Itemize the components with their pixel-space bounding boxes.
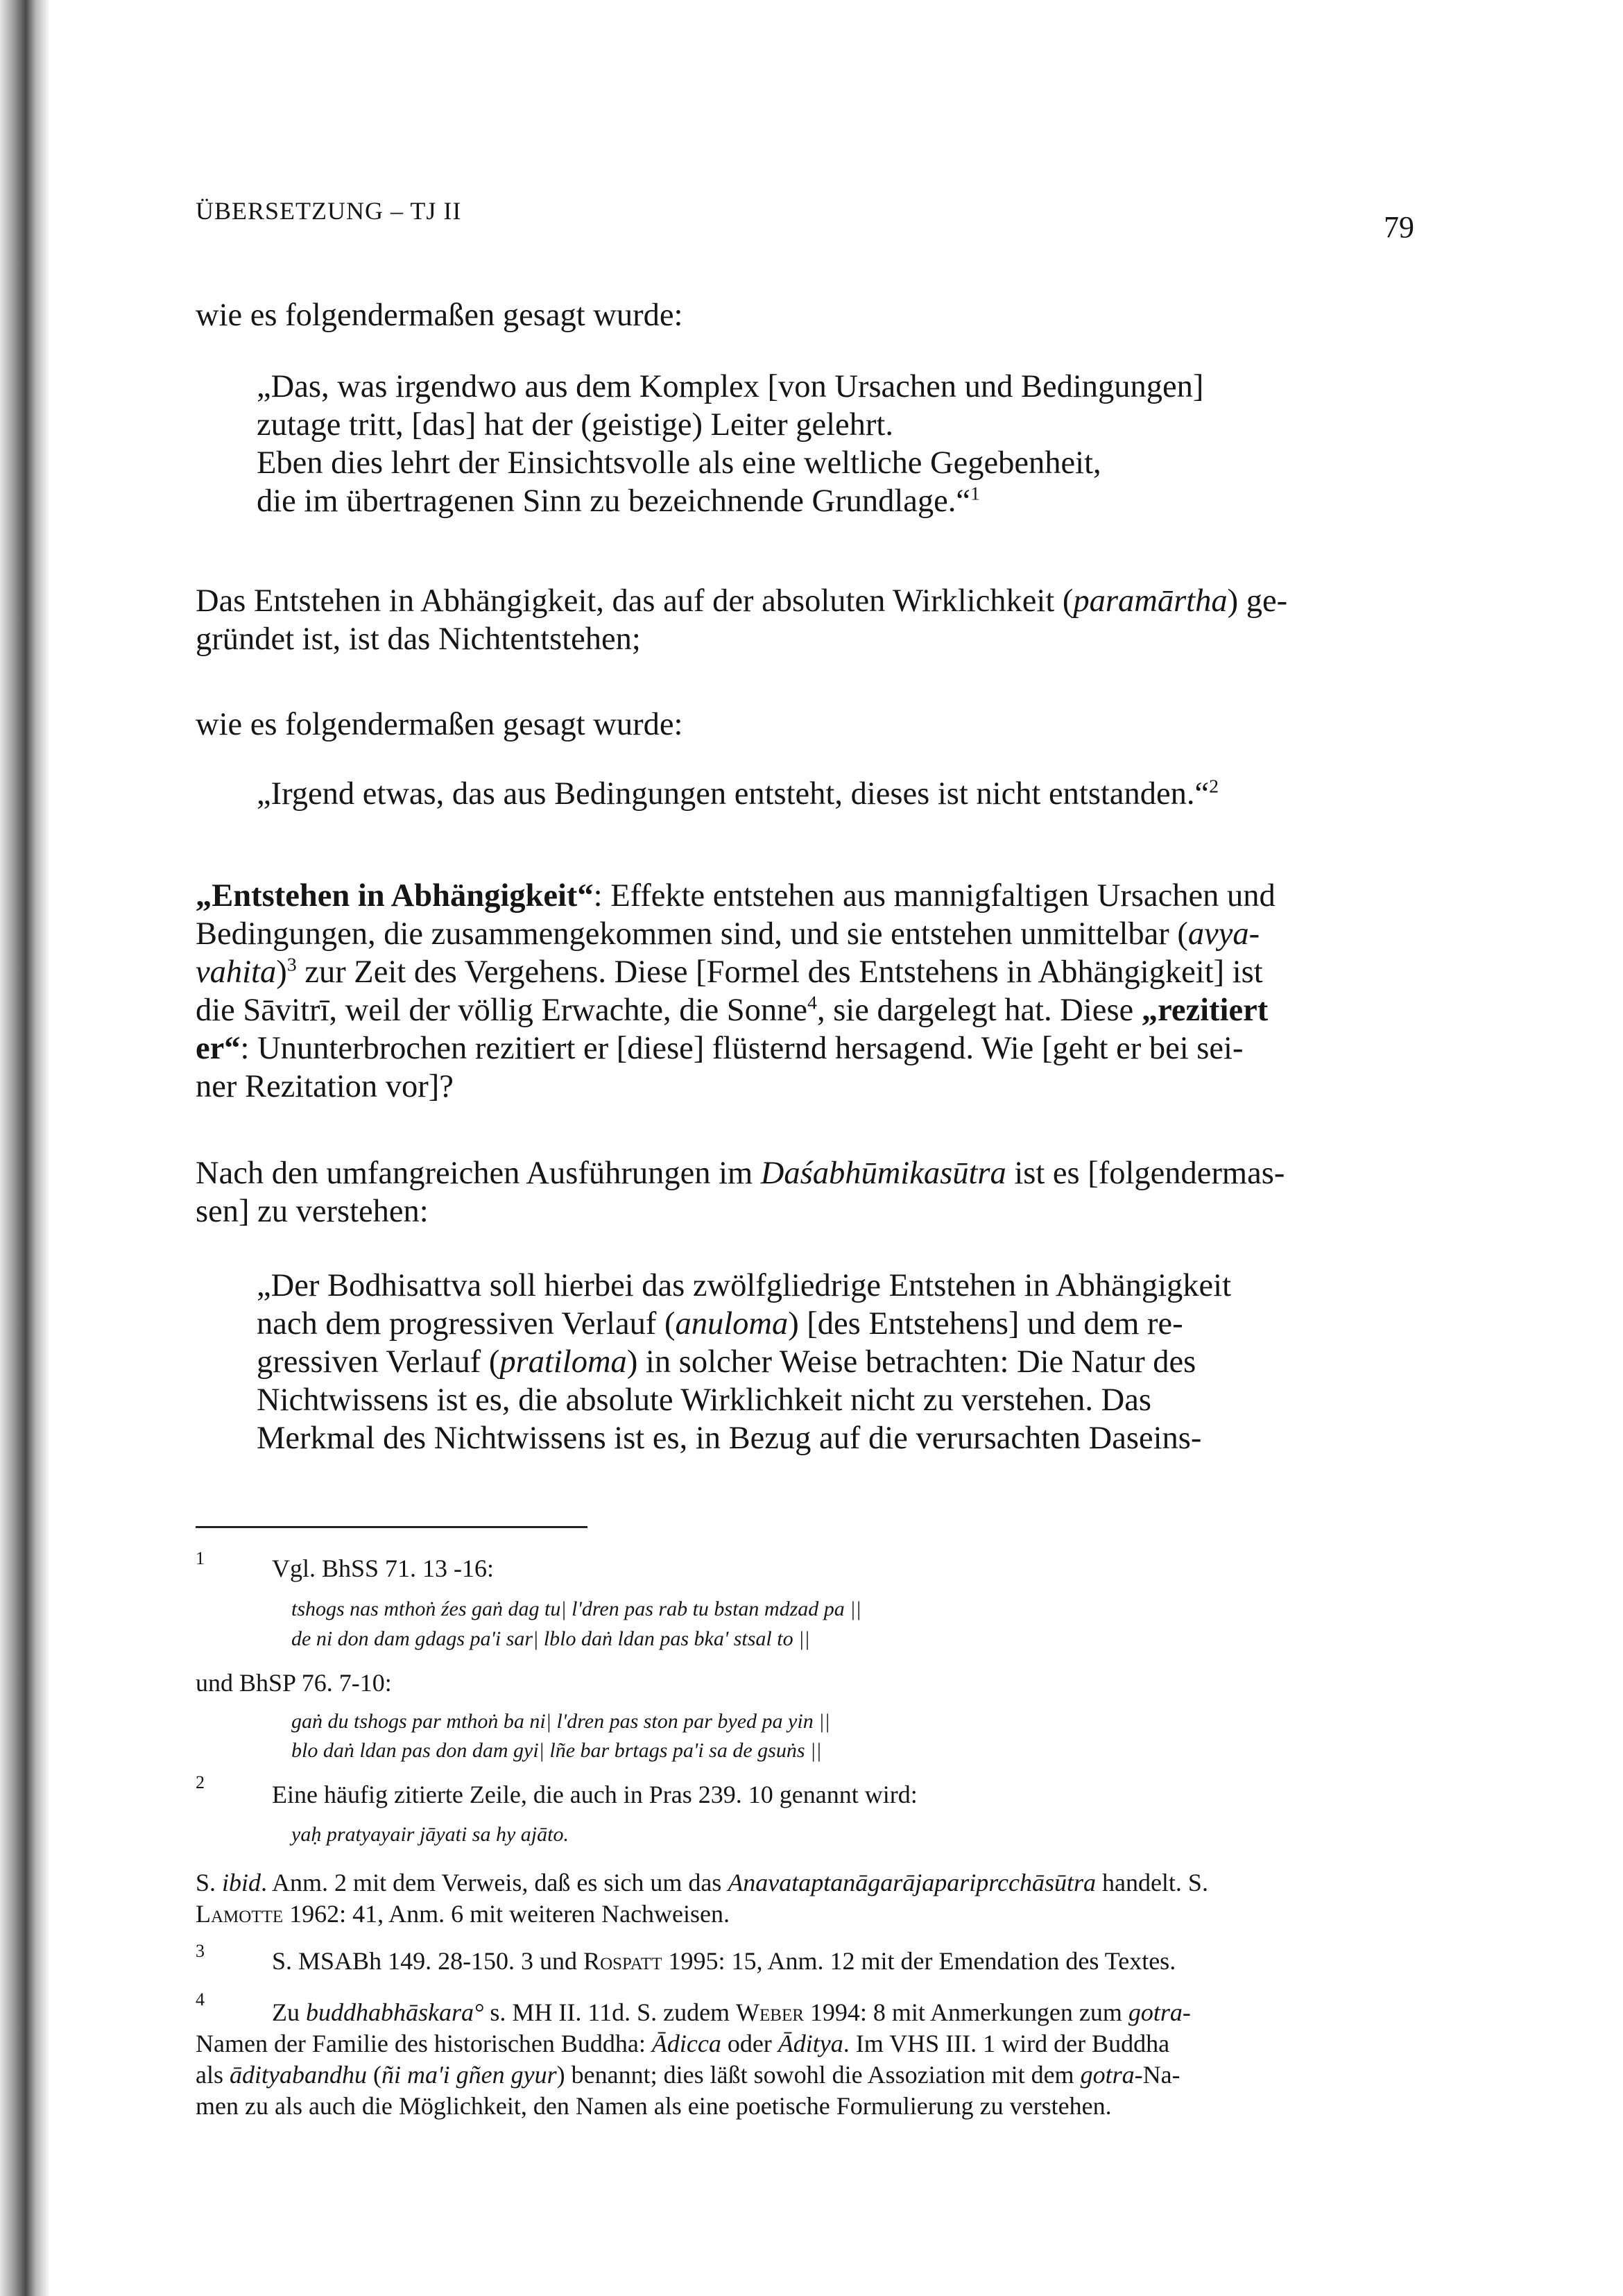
intro-line-1: wie es folgendermaßen gesagt wurde: <box>196 298 683 333</box>
paragraph3-line: sen] zu verstehen: <box>196 1194 429 1229</box>
footnote-ref: 4 <box>807 992 817 1014</box>
footnote-ref: 1 <box>970 483 980 505</box>
paragraph2-line: die Sāvitrī, weil der völlig Erwachte, die Sonne$^4$, sie dargelegt hat. Diese „rezitiert <box>196 992 1269 1028</box>
footnote-tibetan: de ni don dam gdags pa'i sar| lblo daṅ ldan pas bka' stsal to || <box>291 1627 810 1650</box>
footnote-ref: 2 <box>1209 776 1219 798</box>
paragraph2-line: Bedingungen, die zusammengekommen sind, und sie entstehen unmittelbar (avya- <box>196 916 1260 952</box>
footnote-number: 1 <box>196 1548 205 1568</box>
quote1-line: Eben dies lehrt der Einsichtsvolle als eine weltliche Gegebenheit, <box>257 445 1101 481</box>
quote3-line: Nichtwissens ist es, die absolute Wirklichkeit nicht zu verstehen. Das <box>257 1382 1151 1418</box>
quote3-line: gressiven Verlauf (pratiloma) in solcher Weise betrachten: Die Natur des <box>257 1344 1196 1380</box>
footnote-number: 2 <box>196 1772 205 1792</box>
quote3-line: Merkmal des Nichtwissens ist es, in Bezug auf die verursachten Daseins- <box>257 1421 1202 1456</box>
running-header: ÜBERSETZUNG – TJ II <box>196 197 462 225</box>
quote1-line: „Das, was irgendwo aus dem Komplex [von Ursachen und Bedingungen] <box>257 369 1204 404</box>
footnote-number: 3 <box>196 1941 205 1961</box>
paragraph1-line: gründet ist, ist das Nichtentstehen; <box>196 622 641 657</box>
paragraph2-line: er“: Ununterbrochen rezitiert er [diese] flüsternd hersagend. Wie [geht er bei sei- <box>196 1031 1244 1066</box>
footnote-tibetan: gaṅ du tshogs par mthoṅ ba ni| l'dren pas ston par byed pa yin || <box>291 1710 830 1733</box>
intro-line-2: wie es folgendermaßen gesagt wurde: <box>196 707 683 742</box>
paragraph3-line: Nach den umfangreichen Ausführungen im Daśabhūmikasūtra ist es [folgendermas- <box>196 1156 1285 1191</box>
footnote-text: S. ibid. Anm. 2 mit dem Verweis, daß es sich um das Anavataptanāgarājapariprcchāsūtra handelt. S. <box>196 1869 1208 1896</box>
footnote-text: Lamotte 1962: 41, Anm. 6 mit weiteren Nachweisen. <box>196 1900 730 1928</box>
footnote-text: Zu buddhabhāskara° s. MH II. 11d. S. zudem Weber 1994: 8 mit Anmerkungen zum gotra- <box>272 1998 1191 2026</box>
paragraph2-line: vahita)$^3$ zur Zeit des Vergehens. Diese [Formel des Entstehens in Abhängigkeit] ist <box>196 954 1263 990</box>
footnote-text: Vgl. BhSS 71. 13 -16: <box>272 1554 495 1582</box>
quote3-line: nach dem progressiven Verlauf (anuloma) [des Entstehens] und dem re- <box>257 1306 1183 1342</box>
footnote-separator <box>196 1526 587 1528</box>
footnote-sanskrit: yaḥ pratyayair jāyati sa hy ajāto. <box>291 1823 569 1846</box>
footnote-tibetan: blo daṅ ldan pas don dam gyi| lñe bar brtags pa'i sa de gsuṅs || <box>291 1739 822 1762</box>
paragraph2-line: „Entstehen in Abhängigkeit“: Effekte entstehen aus mannigfaltigen Ursachen und <box>196 878 1276 914</box>
page-number: 79 <box>1384 210 1414 244</box>
scan-binding-edge <box>0 0 50 2296</box>
quote3-line: „Der Bodhisattva soll hierbei das zwölfgliedrige Entstehen in Abhängigkeit <box>257 1268 1231 1303</box>
footnote-text: Namen der Familie des historischen Buddha: Ādicca oder Āditya. Im VHS III. 1 wird der Buddha <box>196 2030 1170 2057</box>
footnote-text: men zu als auch die Möglichkeit, den Namen als eine poetische Formulierung zu verstehen. <box>196 2092 1112 2120</box>
footnote-text: S. MSABh 149. 28-150. 3 und Rospatt 1995: 15, Anm. 12 mit der Emendation des Textes. <box>272 1947 1176 1975</box>
footnote-number: 4 <box>196 1989 205 2010</box>
paragraph2-line: ner Rezitation vor]? <box>196 1069 454 1104</box>
paragraph1-line: Das Entstehen in Abhängigkeit, das auf der absoluten Wirklichkeit (paramārtha) ge- <box>196 583 1288 619</box>
footnote-text: und BhSP 76. 7-10: <box>196 1669 392 1697</box>
quote1-line: die im übertragenen Sinn zu bezeichnende Grundlage.“$^1$ <box>257 483 980 519</box>
quote1-line: zutage tritt, [das] hat der (geistige) Leiter gelehrt. <box>257 407 893 443</box>
quote2-line: „Irgend etwas, das aus Bedingungen entsteht, dieses ist nicht entstanden.“$^2$ <box>257 776 1219 812</box>
footnote-text: Eine häufig zitierte Zeile, die auch in Pras 239. 10 genannt wird: <box>272 1781 918 1808</box>
footnote-text: als ādityabandhu (ñi ma'i gñen gyur) benannt; dies läßt sowohl die Assoziation mit dem gotra-Na- <box>196 2061 1180 2089</box>
footnote-ref: 3 <box>286 954 297 976</box>
footnote-tibetan: tshogs nas mthoṅ źes gaṅ dag tu| l'dren pas rab tu bstan mdzad pa || <box>291 1597 861 1620</box>
